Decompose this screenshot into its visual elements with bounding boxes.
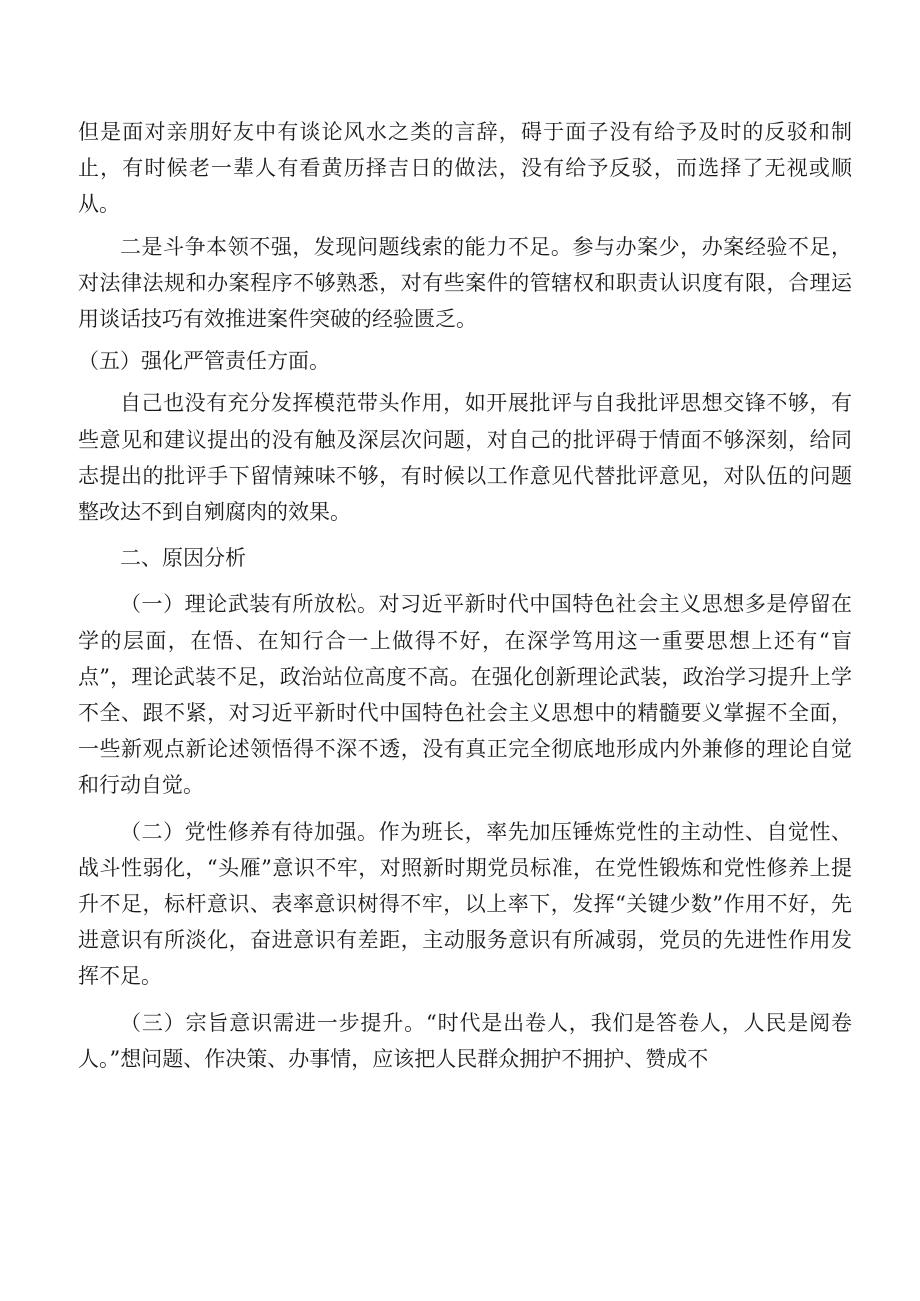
paragraph-purpose-awareness: （三）宗旨意识需进一步提升。“时代是出卷人，我们是答卷人，人民是阅卷人。”想问题、作决策、办事情，应该把人民群众拥护不拥护、赞成不 (78, 1010, 852, 1071)
section-heading-cause-analysis: 二、原因分析 (120, 546, 246, 571)
paragraph-struggle-ability: 二是斗争本领不强，发现问题线索的能力不足。参与办案少，办案经验不足，对法律法规和办案程序不够熟悉，对有些案件的管辖权和职责认识度有限，合理运用谈话技巧有效推进案件突破的经验匮乏。 (78, 234, 852, 332)
document-body (78, 114, 852, 1077)
paragraph-party-spirit: （二）党性修养有待加强。作为班长，率先加压锤炼党性的主动性、自觉性、战斗性弱化，“头雁”意识不牢，对照新时期党员标准，在党性锻炼和党性修养上提升不足，标杆意识、表率意识树得不牢，以上率下，发挥“关键少数”作用不好，先进意识有所淡化，奋进意识有差距，主动服务意识有所减弱，党员的先进性作用发挥不足。 (78, 819, 852, 989)
paragraph-continuation: 但是面对亲朋好友中有谈论风水之类的言辞，碍于面子没有给予及时的反驳和制止，有时候老一辈人有看黄历择吉日的做法，没有给予反驳，而选择了无视或顺从。 (78, 120, 852, 217)
paragraph-theory-arming: （一）理论武装有所放松。对习近平新时代中国特色社会主义思想多是停留在学的层面，在悟、在知行合一上做得不好，在深学笃用这一重要思想上还有“盲点”，理论武装不足，政治站位高度不高。在强化创新理论武装，政治学习提升上学不全、跟不紧，对习近平新时代中国特色社会主义思想中的精髓要义掌握不全面，一些新观点新论述领悟得不深不透，没有真正完全彻底地形成内外兼修的理论自觉和行动自觉。 (78, 592, 852, 798)
paragraph-role-model: 自己也没有充分发挥模范带头作用，如开展批评与自我批评思想交锋不够，有些意见和建议提出的没有触及深层次问题，对自己的批评碍于情面不够深刻，给同志提出的批评手下留情辣味不够，有时候以工作意见代替批评意见，对队伍的问题整改达不到自剜腐肉的效果。 (78, 391, 852, 525)
section-heading-5: （五）强化严管责任方面。 (78, 349, 330, 374)
